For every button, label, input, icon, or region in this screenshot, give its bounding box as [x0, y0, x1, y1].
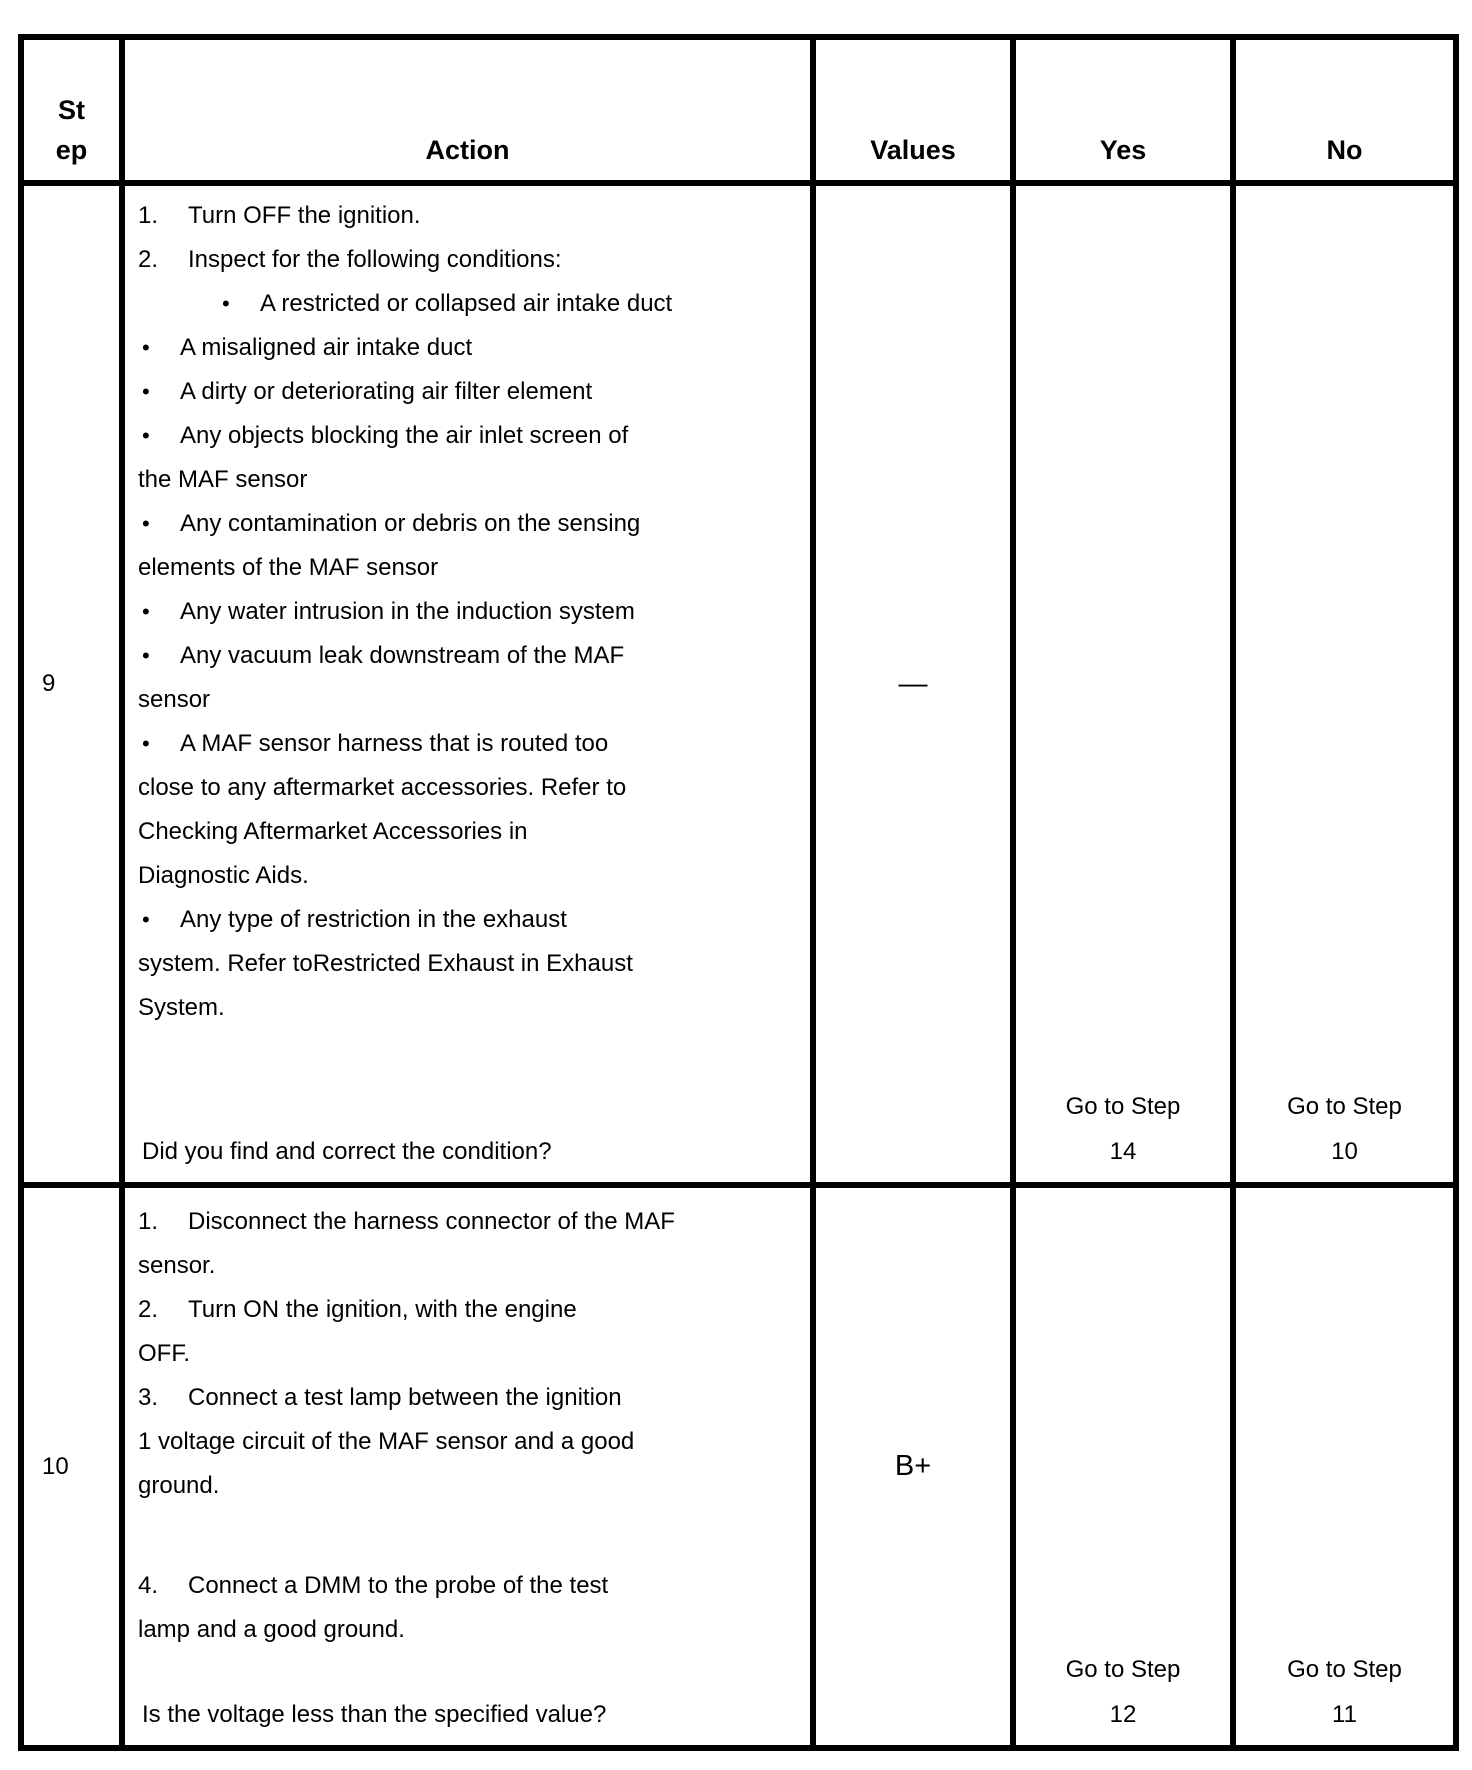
action-line — [138, 546, 804, 590]
bullet-marker: • — [142, 379, 150, 404]
bullet-marker: • — [142, 731, 150, 756]
goto-step-line: Go to Step — [1065, 1093, 1181, 1120]
action-line — [138, 1608, 804, 1652]
yes-cell-9 — [1016, 186, 1236, 1188]
action-line — [138, 766, 804, 810]
action-line — [138, 678, 804, 722]
action-text: System. — [138, 994, 225, 1021]
step-number: 9 — [42, 670, 56, 697]
header-no-cell — [1236, 40, 1453, 186]
action-text: Connect a DMM to the probe of the test — [188, 1572, 609, 1599]
goto-step-line: 12 — [1109, 1701, 1137, 1728]
header-values-label: Values — [870, 135, 956, 165]
action-line — [138, 414, 804, 458]
number-marker: 3. — [138, 1384, 159, 1411]
values-bplus: B+ — [894, 1450, 932, 1482]
no-cell-10 — [1236, 1188, 1453, 1745]
bullet-marker: • — [222, 291, 230, 316]
number-marker: 2. — [138, 1296, 159, 1323]
bullet-marker: • — [142, 423, 150, 448]
action-text: Checking Aftermarket Accessories in — [138, 818, 528, 845]
header-step-line1: St — [58, 95, 85, 125]
action-line — [138, 458, 804, 502]
action-line — [138, 326, 804, 370]
step-cell-10 — [24, 1188, 125, 1745]
action-text: Any objects blocking the air inlet screen of — [180, 422, 629, 449]
header-action-label: Action — [425, 135, 510, 165]
header-step-cell — [24, 40, 125, 186]
goto-step-line: 14 — [1109, 1138, 1137, 1165]
action-line — [138, 238, 804, 282]
action-text: A MAF sensor harness that is routed too — [180, 730, 609, 757]
header-yes-label: Yes — [1099, 135, 1147, 165]
action-line — [138, 942, 804, 986]
action-text: Did you find and correct the condition? — [142, 1138, 552, 1165]
action-line — [138, 502, 804, 546]
bullet-marker: • — [142, 511, 150, 536]
action-line — [138, 722, 804, 766]
action-text: OFF. — [138, 1340, 190, 1367]
step-number: 10 — [42, 1452, 69, 1480]
action-text: Inspect for the following conditions: — [188, 246, 562, 273]
action-line — [138, 590, 804, 634]
action-line — [138, 1200, 804, 1244]
diagnostic-table — [18, 34, 1459, 1751]
bullet-marker: • — [142, 643, 150, 668]
goto-step-line: Go to Step — [1287, 1093, 1402, 1120]
action-text: elements of the MAF sensor — [138, 554, 439, 581]
action-text: close to any aftermarket accessories. Refer to — [138, 774, 627, 801]
action-text: Turn OFF the ignition. — [188, 202, 421, 229]
action-line — [138, 370, 804, 414]
action-line — [138, 898, 804, 942]
bullet-marker: • — [142, 599, 150, 624]
action-text: Turn ON the ignition, with the engine — [188, 1296, 577, 1323]
action-text: sensor — [138, 686, 211, 713]
action-cell-9 — [125, 186, 816, 1188]
action-text: Disconnect the harness connector of the MAF — [188, 1208, 675, 1235]
no-cell-9 — [1236, 186, 1453, 1188]
action-line — [138, 634, 804, 678]
goto-step-line: Go to Step — [1287, 1656, 1402, 1683]
action-line — [138, 986, 804, 1030]
action-cell-10 — [125, 1188, 816, 1745]
action-line — [138, 1376, 804, 1420]
header-step-line2: ep — [55, 135, 88, 165]
action-line — [138, 1564, 804, 1608]
action-text: Connect a test lamp between the ignition — [188, 1384, 622, 1411]
number-marker: 1. — [138, 202, 159, 229]
goto-step-line: 10 — [1331, 1138, 1358, 1165]
action-text: Is the voltage less than the specified value? — [142, 1701, 607, 1728]
action-line — [138, 854, 804, 898]
action-text: Any type of restriction in the exhaust — [180, 906, 567, 933]
action-text: sensor. — [138, 1252, 216, 1279]
action-text: system. Refer toRestricted Exhaust in Exhaust — [138, 950, 633, 977]
action-text: ground. — [138, 1472, 220, 1499]
action-text: lamp and a good ground. — [138, 1616, 405, 1643]
action-line — [138, 1464, 804, 1508]
header-values-cell — [816, 40, 1016, 186]
action-line — [138, 282, 804, 326]
question-line — [138, 1130, 804, 1174]
action-line — [138, 1420, 804, 1464]
action-text: Any vacuum leak downstream of the MAF — [180, 642, 625, 669]
action-text: Diagnostic Aids. — [138, 862, 309, 889]
number-marker: 1. — [138, 1208, 159, 1235]
bullet-marker: • — [142, 907, 150, 932]
action-text: A dirty or deteriorating air filter element — [180, 378, 593, 405]
bullet-marker: • — [142, 335, 150, 360]
values-dash: — — [898, 667, 928, 700]
action-line — [138, 1508, 804, 1564]
values-cell-9 — [816, 186, 1016, 1188]
header-no-label: No — [1326, 135, 1363, 165]
action-text: 1 voltage circuit of the MAF sensor and a good — [138, 1428, 635, 1455]
action-line — [138, 194, 804, 238]
action-line — [138, 810, 804, 854]
action-line — [138, 1288, 804, 1332]
action-text: A restricted or collapsed air intake duct — [260, 290, 673, 317]
header-yes-cell — [1016, 40, 1236, 186]
action-line — [138, 1244, 804, 1288]
action-line — [138, 1332, 804, 1376]
values-cell-10 — [816, 1188, 1016, 1745]
number-marker: 4. — [138, 1572, 159, 1599]
action-text: A misaligned air intake duct — [180, 334, 473, 361]
header-action-cell — [125, 40, 816, 186]
yes-cell-10 — [1016, 1188, 1236, 1745]
goto-step-line: 11 — [1332, 1701, 1357, 1728]
goto-step-line: Go to Step — [1065, 1656, 1181, 1683]
action-text: the MAF sensor — [138, 466, 308, 493]
step-cell-9 — [24, 186, 125, 1188]
number-marker: 2. — [138, 246, 159, 273]
action-text: Any contamination or debris on the sensing — [180, 510, 641, 537]
action-text: Any water intrusion in the induction system — [180, 598, 635, 625]
question-line — [138, 1693, 804, 1737]
